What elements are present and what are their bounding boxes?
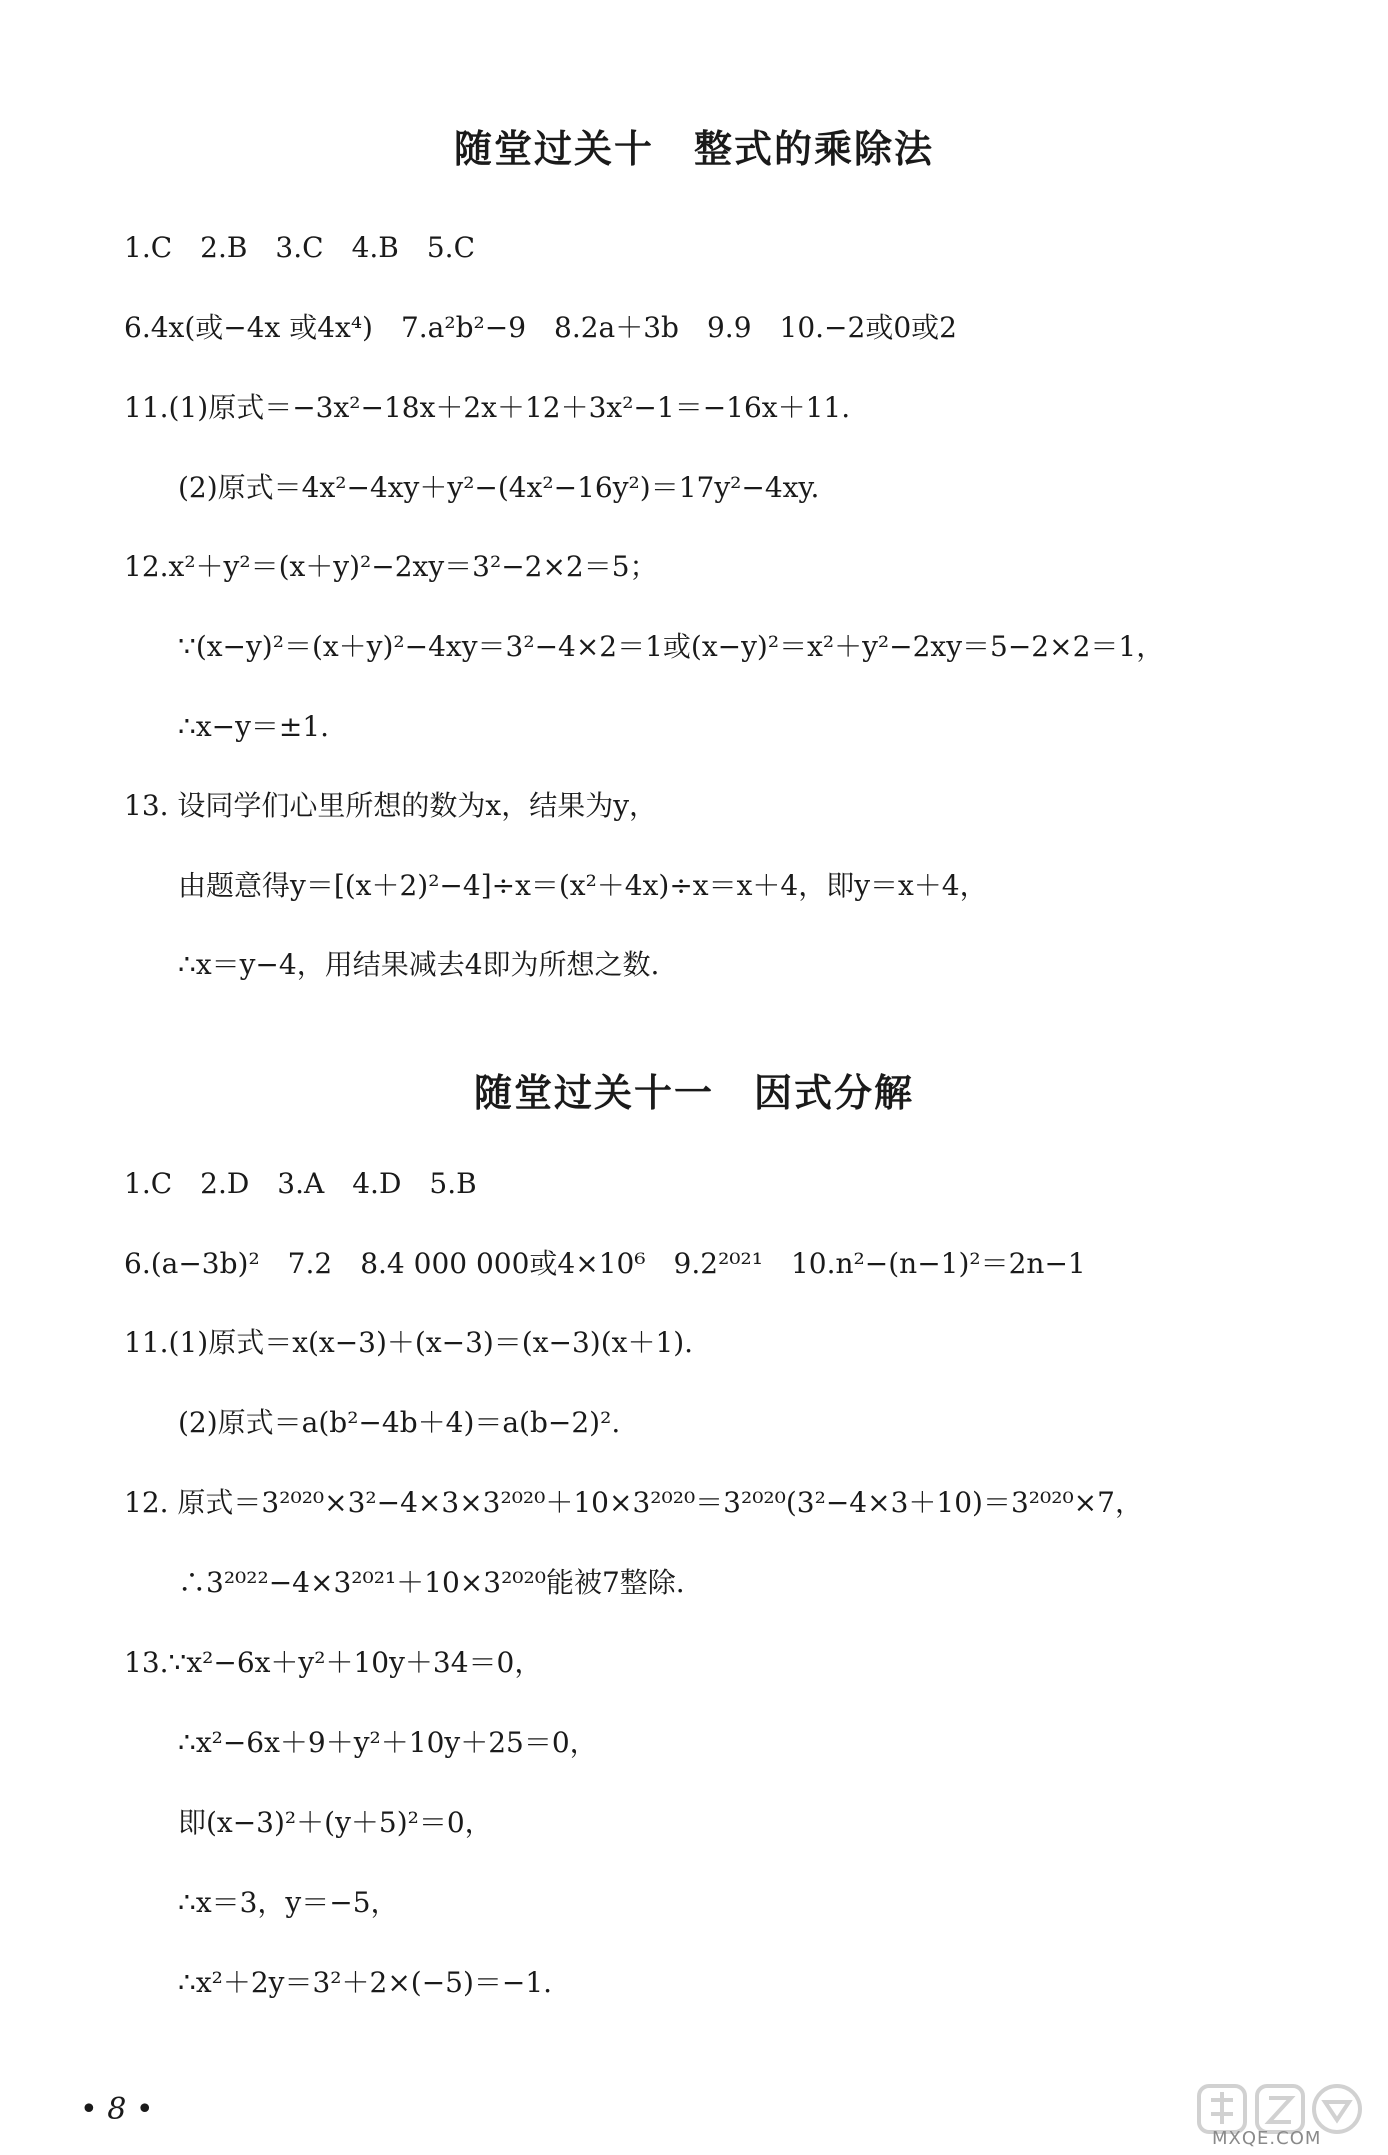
answer-line: 11.(1)原式＝x(x−3)＋(x−3)＝(x−3)(x＋1). [124, 1326, 694, 1359]
answer-line: 12.x²＋y²＝(x＋y)²−2xy＝3²−2×2＝5； [124, 550, 658, 583]
answer-line: ∴x＝3，y＝−5， [178, 1886, 399, 1919]
watermark-text: MXQE.COM [1212, 2128, 1322, 2149]
page-number: • 8 • [80, 2092, 154, 2127]
answer-line: 6.4x(或−4x 或4x⁴) 7.a²b²−9 8.2a＋3b 9.9 10.−2或0或2 [124, 311, 957, 344]
answer-line: (2)原式＝4x²−4xy＋y²−(4x²−16y²)＝17y²−4xy. [178, 471, 820, 504]
answer-line: ∴x²−6x＋9＋y²＋10y＋25＝0， [178, 1726, 598, 1759]
answer-line: 12. 原式＝3²⁰²⁰×3²−4×3×3²⁰²⁰＋10×3²⁰²⁰＝3²⁰²⁰(3²−4×3＋10)＝3²⁰²⁰×7， [124, 1486, 1143, 1519]
section-title-1: 随堂过关十 整式的乘除法 [453, 127, 934, 171]
answer-line: (2)原式＝a(b²−4b＋4)＝a(b−2)². [178, 1406, 621, 1439]
answer-line: 13. 设同学们心里所想的数为x，结果为y， [124, 789, 658, 822]
answer-line: 6.(a−3b)² 7.2 8.4 000 000或4×10⁶ 9.2²⁰²¹ 10.n²−(n−1)²＝2n−1 [124, 1247, 1086, 1280]
answer-line: ∴3²⁰²²−4×3²⁰²¹＋10×3²⁰²⁰能被7整除. [178, 1566, 685, 1599]
answer-line: ∴x＝y−4，用结果减去4即为所想之数. [178, 948, 660, 981]
answer-line: 1.C 2.D 3.A 4.D 5.B [124, 1167, 477, 1200]
answer-line: 即(x−3)²＋(y＋5)²＝0， [178, 1806, 493, 1839]
answer-line: 1.C 2.B 3.C 4.B 5.C [124, 231, 475, 264]
section-title-2: 随堂过关十一 因式分解 [473, 1071, 914, 1115]
answer-line: 11.(1)原式＝−3x²−18x＋2x＋12＋3x²−1＝−16x＋11. [124, 391, 851, 424]
answer-line: 13.∵x²−6x＋y²＋10y＋34＝0， [124, 1646, 543, 1679]
answer-line: ∴x−y＝±1. [178, 710, 330, 743]
answer-line: 由题意得y＝[(x＋2)²−4]÷x＝(x²＋4x)÷x＝x＋4，即y＝x＋4， [178, 869, 988, 902]
answer-line: ∵(x−y)²＝(x＋y)²−4xy＝3²−4×2＝1或(x−y)²＝x²＋y²−2xy＝5−2×2＝1， [178, 630, 1165, 663]
answer-line: ∴x²＋2y＝3²＋2×(−5)＝−1. [178, 1966, 553, 1999]
